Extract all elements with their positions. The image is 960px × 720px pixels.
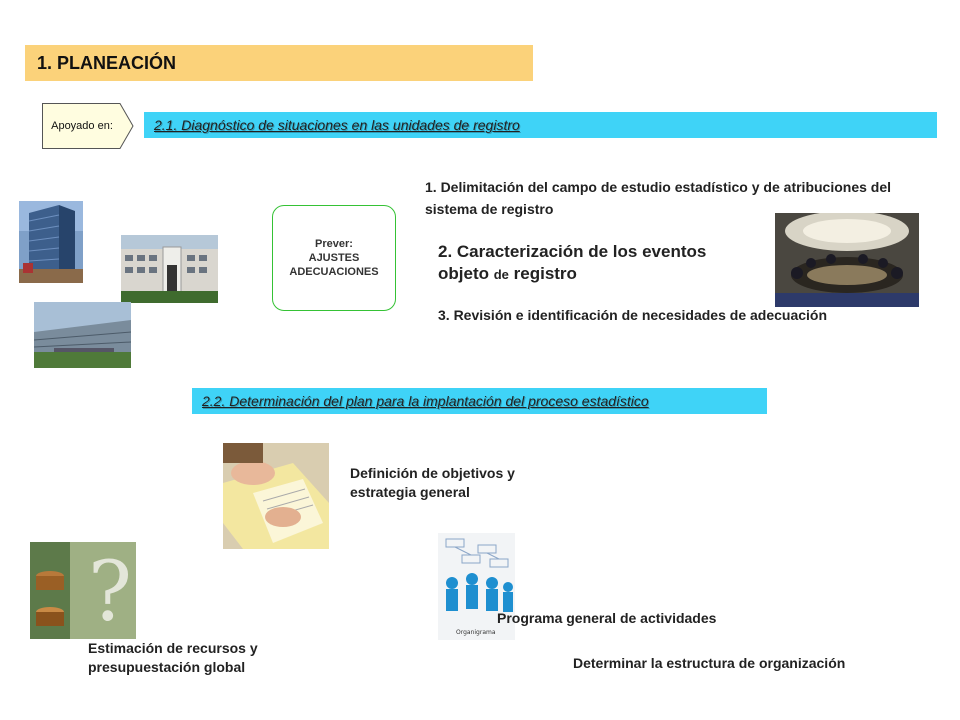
prever-label: Prever: [315, 238, 353, 250]
activities-program-text: Programa general de actividades [497, 610, 717, 626]
diagnostic-item-2-main: 2. Caracterización de los eventos objeto [438, 242, 707, 283]
objectives-text: Definición de objetivos y estrategia general [350, 465, 515, 500]
plan-header: 2.2. Determinación del plan para la implantación del proceso estadístico [192, 388, 767, 414]
building-entrance-photo [121, 235, 218, 303]
support-arrow-shape [42, 103, 134, 149]
documents-signing-photo [223, 443, 329, 549]
resources-text: Estimación de recursos y presupuestación global [88, 640, 258, 675]
diagnostic-item-2 [438, 241, 758, 286]
section-title: 1. PLANEACIÓN [25, 45, 533, 81]
prever-adequacies: ADECUACIONES [289, 266, 379, 278]
prever-adjustments: AJUSTES [308, 252, 360, 264]
organization-structure-text: Determinar la estructura de organización [573, 655, 846, 671]
prever-box [272, 205, 396, 311]
svg-text:?: ? [88, 545, 132, 639]
organigram-caption: Organigrama [456, 629, 496, 636]
modern-building-photo [34, 302, 131, 368]
diagnostic-item-1: 1. Delimitación del campo de estudio estadístico y de atribuciones del sistema de registro [425, 179, 892, 217]
diagnostic-item-2-end: registro [513, 264, 577, 283]
support-label: Apoyado en: [51, 120, 113, 132]
meeting-room-photo [775, 213, 919, 307]
coins-question-photo [30, 542, 136, 639]
diagnostic-item-2-preposition: de [493, 267, 509, 282]
diagnostic-header: 2.1. Diagnóstico de situaciones en las unidades de registro [144, 112, 937, 138]
office-tower-photo [19, 201, 83, 283]
diagnostic-item-3: 3. Revisión e identificación de necesidades de adecuación [438, 307, 828, 323]
